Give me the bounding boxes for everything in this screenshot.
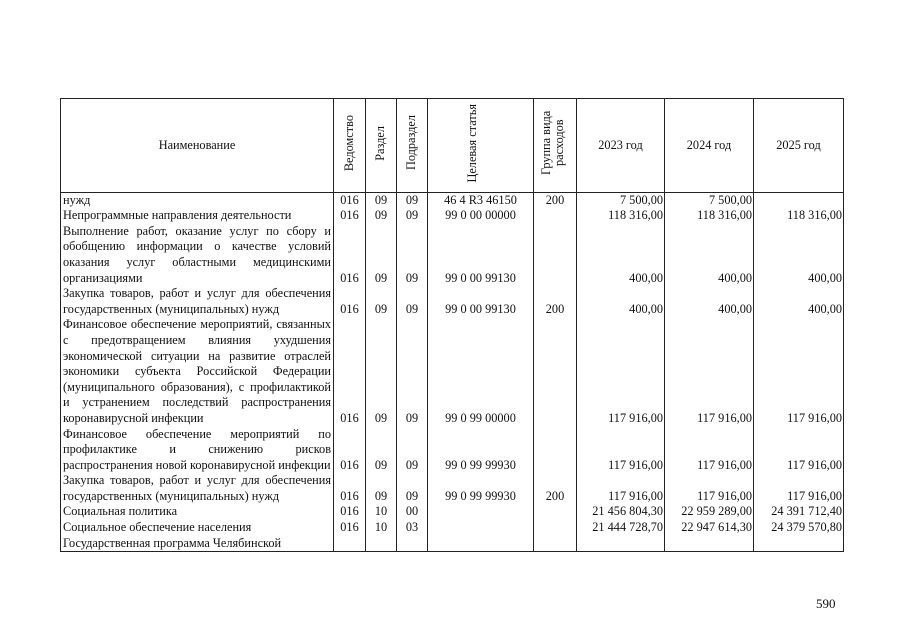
cell-gruppa	[534, 224, 577, 286]
cell-razdel: 09	[366, 473, 397, 504]
cell-razdel: 09	[366, 208, 397, 224]
cell-celevaya-statya: 46 4 R3 46150	[428, 192, 534, 208]
cell-podrazdel: 09	[397, 286, 428, 317]
header-podrazdel: Подраздел	[397, 99, 428, 193]
page-number: 590	[816, 596, 836, 611]
cell-name: Финансовое обеспечение мероприятий по профилактике и снижению рисков распространения новой коронавирусной инфекции	[61, 427, 334, 474]
cell-name: Социальное обеспечение населения	[61, 520, 334, 536]
cell-2023: 400,00	[577, 224, 665, 286]
cell-name: Закупка товаров, работ и услуг для обеспечения государственных (муниципальных) нужд	[61, 473, 334, 504]
table-row	[61, 286, 844, 317]
table-row	[61, 536, 844, 552]
cell-podrazdel: 09	[397, 192, 428, 208]
header-razdel: Раздел	[366, 99, 397, 193]
cell-2023: 117 916,00	[577, 427, 665, 474]
cell-gruppa	[534, 208, 577, 224]
cell-2024: 400,00	[665, 224, 754, 286]
table-row	[61, 504, 844, 520]
cell-2024: 400,00	[665, 286, 754, 317]
cell-2024	[665, 536, 754, 552]
cell-gruppa: 200	[534, 473, 577, 504]
cell-name: Закупка товаров, работ и услуг для обеспечения государственных (муниципальных) нужд	[61, 286, 334, 317]
cell-razdel: 10	[366, 520, 397, 536]
cell-podrazdel: 09	[397, 427, 428, 474]
cell-2025: 400,00	[754, 224, 844, 286]
cell-celevaya-statya	[428, 504, 534, 520]
cell-celevaya-statya: 99 0 00 99130	[428, 224, 534, 286]
table-row	[61, 224, 844, 286]
table-row	[61, 192, 844, 208]
cell-razdel: 09	[366, 317, 397, 426]
cell-2023: 7 500,00	[577, 192, 665, 208]
cell-gruppa: 200	[534, 286, 577, 317]
table-row	[61, 317, 844, 426]
cell-podrazdel: 03	[397, 520, 428, 536]
cell-2025	[754, 192, 844, 208]
cell-name: нужд	[61, 192, 334, 208]
cell-celevaya-statya	[428, 536, 534, 552]
cell-2023	[577, 536, 665, 552]
cell-2024: 22 947 614,30	[665, 520, 754, 536]
cell-name: Социальная политика	[61, 504, 334, 520]
table-row	[61, 520, 844, 536]
cell-2023: 21 444 728,70	[577, 520, 665, 536]
cell-podrazdel: 00	[397, 504, 428, 520]
cell-celevaya-statya	[428, 520, 534, 536]
cell-2025: 117 916,00	[754, 427, 844, 474]
cell-2024: 117 916,00	[665, 317, 754, 426]
cell-2025: 117 916,00	[754, 473, 844, 504]
cell-podrazdel: 09	[397, 317, 428, 426]
cell-razdel: 10	[366, 504, 397, 520]
cell-2025: 400,00	[754, 286, 844, 317]
cell-2023: 118 316,00	[577, 208, 665, 224]
header-2023: 2023 год	[577, 99, 665, 193]
cell-gruppa	[534, 317, 577, 426]
header-2024: 2024 год	[665, 99, 754, 193]
table-row	[61, 427, 844, 474]
cell-vedomstvo: 016	[334, 427, 366, 474]
cell-razdel	[366, 536, 397, 552]
cell-vedomstvo: 016	[334, 224, 366, 286]
cell-razdel: 09	[366, 286, 397, 317]
cell-name: Непрограммные направления деятельности	[61, 208, 334, 224]
cell-vedomstvo: 016	[334, 286, 366, 317]
cell-podrazdel: 09	[397, 224, 428, 286]
table-body	[61, 192, 844, 552]
cell-gruppa	[534, 536, 577, 552]
cell-celevaya-statya: 99 0 99 99930	[428, 427, 534, 474]
cell-razdel: 09	[366, 192, 397, 208]
cell-podrazdel: 09	[397, 473, 428, 504]
cell-vedomstvo	[334, 536, 366, 552]
cell-celevaya-statya: 99 0 00 99130	[428, 286, 534, 317]
cell-2025: 118 316,00	[754, 208, 844, 224]
cell-2024: 7 500,00	[665, 192, 754, 208]
cell-vedomstvo: 016	[334, 473, 366, 504]
cell-podrazdel	[397, 536, 428, 552]
cell-gruppa	[534, 504, 577, 520]
cell-celevaya-statya: 99 0 99 00000	[428, 317, 534, 426]
cell-razdel: 09	[366, 427, 397, 474]
cell-vedomstvo: 016	[334, 504, 366, 520]
cell-2025: 117 916,00	[754, 317, 844, 426]
cell-2023: 400,00	[577, 286, 665, 317]
header-name: Наименование	[61, 99, 334, 193]
cell-celevaya-statya: 99 0 99 99930	[428, 473, 534, 504]
cell-celevaya-statya: 99 0 00 00000	[428, 208, 534, 224]
cell-vedomstvo: 016	[334, 317, 366, 426]
cell-name: Выполнение работ, оказание услуг по сбору и обобщению информации о качестве условий оказания услуг областными медицинскими организациями	[61, 224, 334, 286]
cell-2023: 21 456 804,30	[577, 504, 665, 520]
cell-podrazdel: 09	[397, 208, 428, 224]
budget-table	[60, 98, 844, 552]
cell-vedomstvo: 016	[334, 520, 366, 536]
cell-name: Финансовое обеспечение мероприятий, связанных с предотвращением влияния ухудшения экономической ситуации на развитие отраслей экономики субъекта Российской Федерации (муниципального образования), с профилактикой и устранением последствий распространения коронавирусной инфекции	[61, 317, 334, 426]
cell-gruppa	[534, 520, 577, 536]
cell-gruppa: 200	[534, 192, 577, 208]
header-2025: 2025 год	[754, 99, 844, 193]
cell-2023: 117 916,00	[577, 473, 665, 504]
cell-razdel: 09	[366, 224, 397, 286]
cell-vedomstvo: 016	[334, 192, 366, 208]
cell-name: Государственная программа Челябинской	[61, 536, 334, 552]
cell-2024: 117 916,00	[665, 473, 754, 504]
table-row	[61, 208, 844, 224]
cell-2025: 24 379 570,80	[754, 520, 844, 536]
cell-gruppa	[534, 427, 577, 474]
cell-2025	[754, 536, 844, 552]
cell-2024: 118 316,00	[665, 208, 754, 224]
header-celevaya-statya: Целевая статья	[428, 99, 534, 193]
header-vedomstvo: Ведомство	[334, 99, 366, 193]
cell-2024: 117 916,00	[665, 427, 754, 474]
cell-2023: 117 916,00	[577, 317, 665, 426]
header-gruppa-vida-rashodov: Группа вида расходов	[534, 99, 577, 193]
cell-2024: 22 959 289,00	[665, 504, 754, 520]
table-header-row	[61, 99, 844, 193]
table-row	[61, 473, 844, 504]
cell-2025: 24 391 712,40	[754, 504, 844, 520]
cell-vedomstvo: 016	[334, 208, 366, 224]
